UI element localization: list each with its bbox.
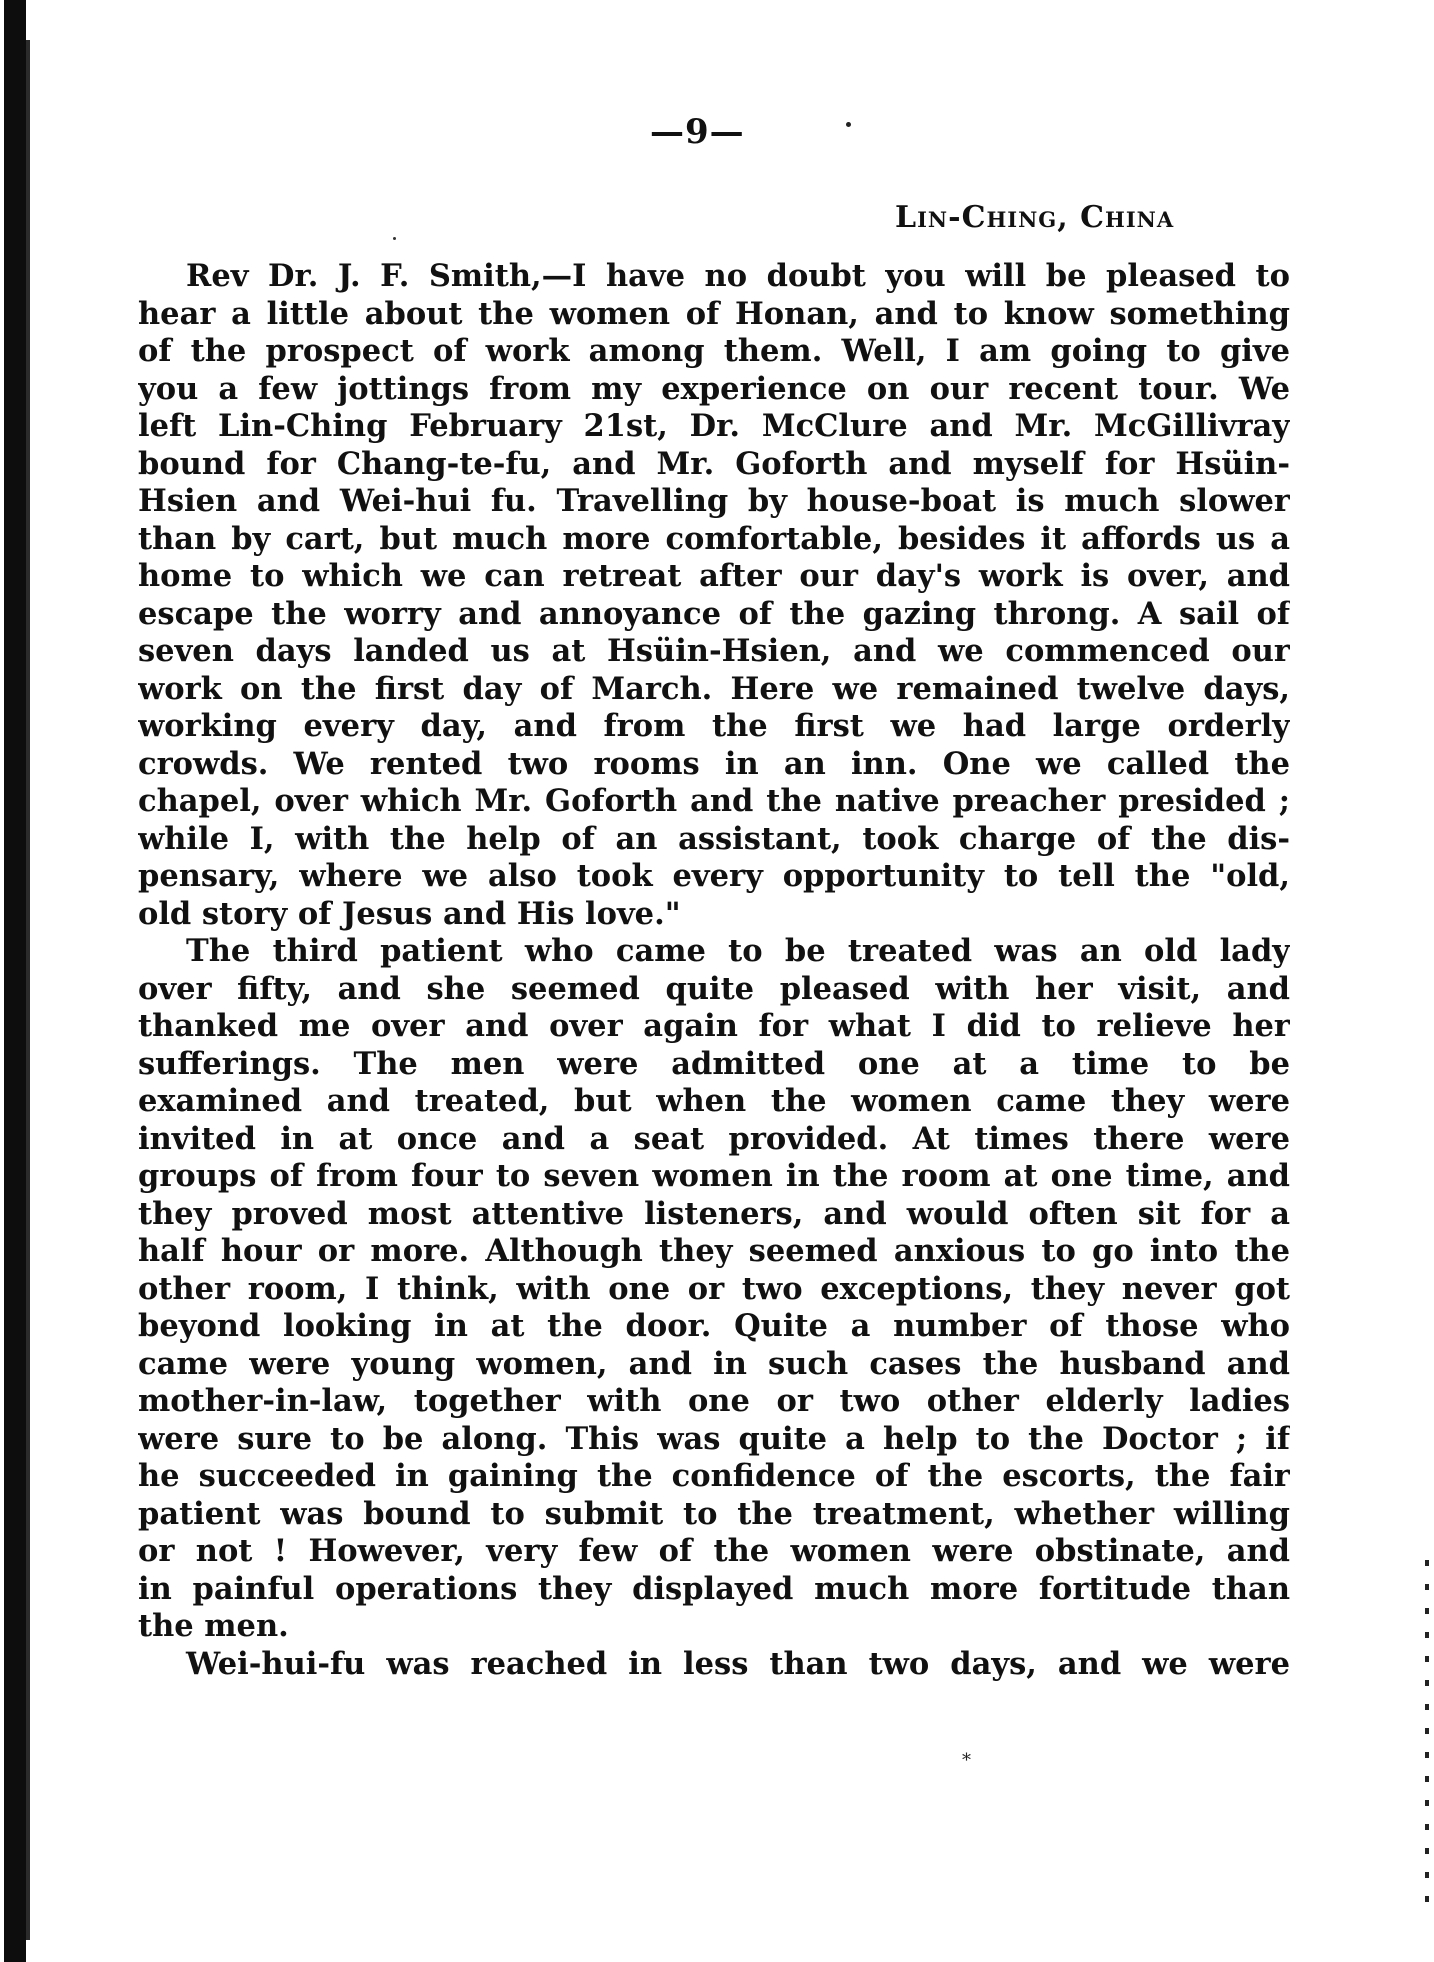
text-line: Wei-hui-fu was reached in less than two days, and we were <box>186 1645 1290 1682</box>
text-line: old story of Jesus and His love." <box>138 895 681 932</box>
text-line: Rev Dr. J. F. Smith,—I have no doubt you will be pleased to <box>186 258 1290 294</box>
text-line: Hsien and Wei-hui fu. Travelling by house-boat is much slower <box>138 483 1290 519</box>
text-line: left Lin-Ching February 21st, Dr. McClure and Mr. McGillivray <box>138 408 1290 444</box>
binding-edge <box>4 0 26 1962</box>
stray-mark: * <box>962 1750 971 1771</box>
text-line: invited in at once and a seat provided. At times there were <box>138 1120 1290 1157</box>
text-line: work on the first day of March. Here we remained twelve days, <box>138 670 1290 707</box>
stray-mark <box>846 122 851 127</box>
text-line: they proved most attentive listeners, and would often sit for a <box>138 1195 1290 1232</box>
text-line: while I, with the help of an assistant, took charge of the dis- <box>138 820 1290 857</box>
text-line: half hour or more. Although they seemed anxious to go into the <box>138 1233 1290 1269</box>
text-line: than by cart, but much more comfortable, besides it affords us a <box>138 520 1290 557</box>
text-line: the men. <box>138 1608 289 1644</box>
text-line: crowds. We rented two rooms in an inn. One we called the <box>138 745 1290 782</box>
right-edge-marks <box>1425 1560 1429 1920</box>
text-line: bound for Chang-te-fu, and Mr. Goforth and myself for Hsüin- <box>138 445 1290 482</box>
text-line: working every day, and from the first we had large orderly <box>138 708 1290 744</box>
text-line: sufferings. The men were admitted one at a time to be <box>138 1045 1290 1082</box>
text-line: The third patient who came to be treated was an old lady <box>186 933 1290 969</box>
text-line: in painful operations they displayed much more fortitude than <box>138 1570 1290 1607</box>
text-line: over fifty, and she seemed quite pleased with her visit, and <box>138 970 1290 1007</box>
binding-edge-shadow <box>26 40 30 1940</box>
text-line: hear a little about the women of Honan, and to know something <box>138 295 1290 332</box>
text-line: or not ! However, very few of the women were obstinate, and <box>138 1533 1290 1569</box>
text-line: groups of from four to seven women in the room at one time, and <box>138 1158 1290 1194</box>
letter-body <box>138 258 1290 1683</box>
text-line: escape the worry and annoyance of the gazing throng. A sail of <box>138 595 1290 632</box>
letter-place-heading: Lin-Ching, China <box>895 200 1175 235</box>
text-line: thanked me over and over again for what I did to relieve her <box>138 1008 1290 1044</box>
text-line: beyond looking in at the door. Quite a number of those who <box>138 1308 1290 1344</box>
stray-mark <box>393 237 396 240</box>
text-line: examined and treated, but when the women came they were <box>138 1083 1290 1119</box>
text-line: chapel, over which Mr. Goforth and the native preacher presided ; <box>138 783 1290 819</box>
text-line: other room, I think, with one or two exceptions, they never got <box>138 1270 1290 1307</box>
text-line: home to which we can retreat after our day's work is over, and <box>138 558 1290 594</box>
text-line: he succeeded in gaining the confidence of the escorts, the fair <box>138 1458 1290 1494</box>
text-line: of the prospect of work among them. Well, I am going to give <box>138 333 1290 369</box>
text-line: seven days landed us at Hsüin-Hsien, and we commenced our <box>138 633 1290 669</box>
text-line: pensary, where we also took every opportunity to tell the "old, <box>138 858 1290 894</box>
text-line: patient was bound to submit to the treatment, whether willing <box>138 1495 1290 1532</box>
text-line: were sure to be along. This was quite a help to the Doctor ; if <box>138 1420 1290 1457</box>
text-line: came were young women, and in such cases the husband and <box>138 1345 1290 1382</box>
text-line: mother-in-law, together with one or two other elderly ladies <box>138 1383 1290 1419</box>
text-line: you a few jottings from my experience on our recent tour. We <box>138 370 1290 407</box>
page-number: —9— <box>650 112 745 152</box>
